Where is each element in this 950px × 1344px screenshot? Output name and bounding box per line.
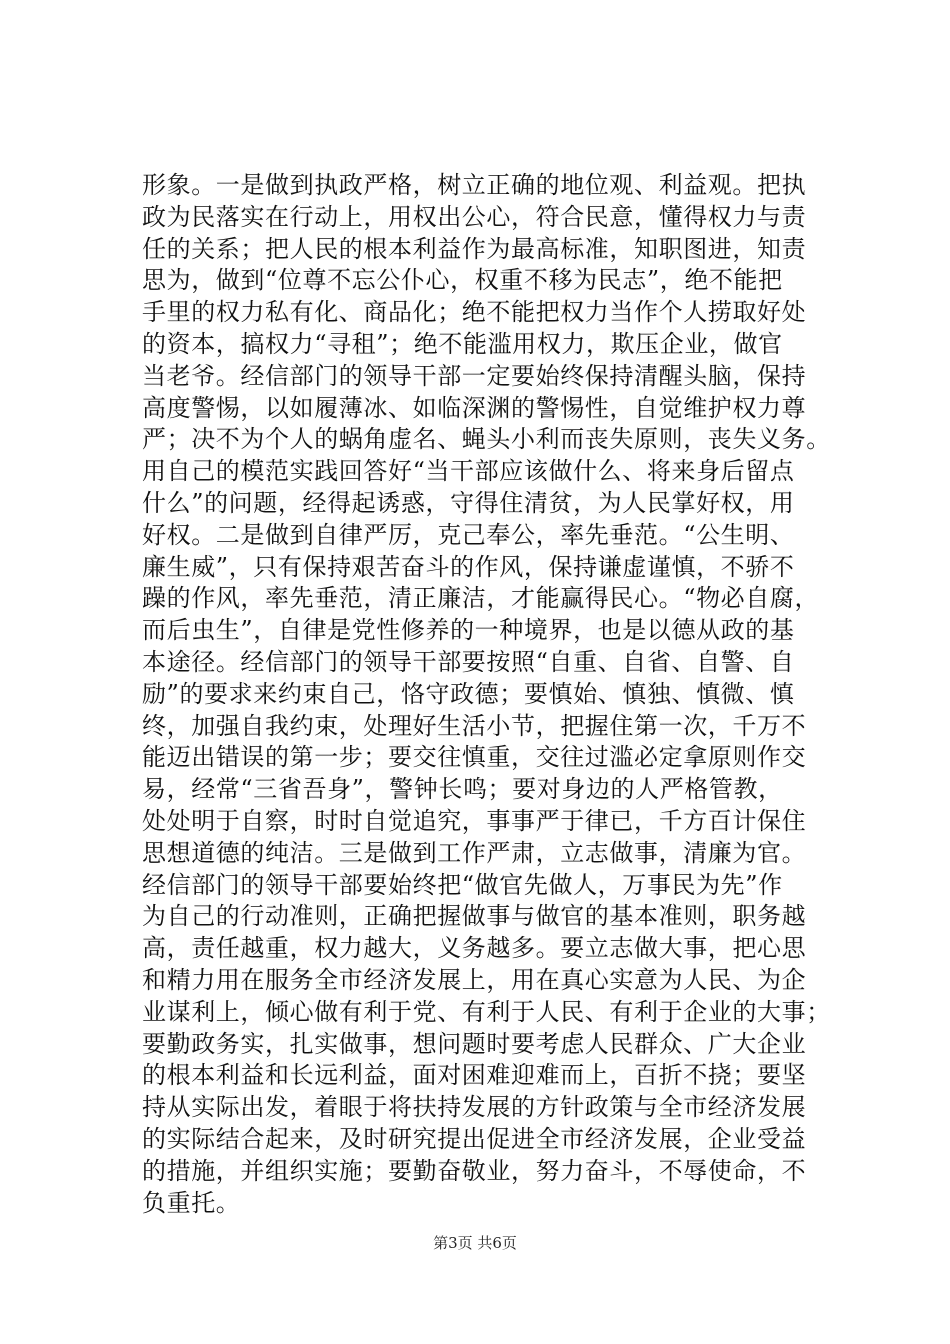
text-line: 的资本，搞权力“寻租”；绝不能滥用权力，欺压企业，做官	[142, 329, 783, 358]
text-line: 处处明于自察，时时自觉追究，事事严于律已，千方百计保住	[142, 806, 807, 835]
text-line: 政为民落实在行动上，用权出公心，符合民意，懂得权力与责	[142, 202, 807, 231]
text-line: 业谋利上，倾心做有利于党、有利于人民、有利于企业的大事；	[142, 997, 831, 1026]
text-line: 能迈出错误的第一步；要交往慎重，交往过滥必定拿原则作交	[142, 743, 807, 772]
text-line: 持从实际出发，着眼于将扶持发展的方针政策与全市经济发展	[142, 1093, 807, 1122]
text-line: 任的关系；把人民的根本利益作为最高标准，知职图进，知责	[142, 234, 807, 263]
text-line: 廉生威”，只有保持艰苦奋斗的作风，保持谦虚谨慎，不骄不	[142, 552, 795, 581]
text-line: 励”的要求来约束自己，恪守政德；要慎始、慎独、慎微、慎	[142, 679, 795, 708]
text-line: 高度警惕，以如履薄冰、如临深渊的警惕性，自觉维护权力尊	[142, 393, 807, 422]
text-line: 经信部门的领导干部要始终把“做官先做人，万事民为先”作	[142, 870, 783, 899]
text-line: 好权。二是做到自律严厉，克己奉公，率先垂范。“公生明、	[142, 520, 795, 549]
text-line: 思想道德的纯洁。三是做到工作严肃，立志做事，清廉为官。	[142, 838, 807, 867]
text-line: 的措施，并组织实施；要勤奋敬业，努力奋斗，不辱使命，不	[142, 1156, 807, 1185]
text-line: 当老爷。经信部门的领导干部一定要始终保持清醒头脑，保持	[142, 361, 807, 390]
text-line: 的根本利益和长远利益，面对困难迎难而上，百折不挠；要坚	[142, 1061, 807, 1090]
text-line: 为自己的行动准则，正确把握做事与做官的基本准则，职务越	[142, 902, 807, 931]
text-line: 躁的作风，率先垂范，清正廉洁，才能赢得民心。“物必自腐，	[142, 584, 820, 613]
text-line: 严；决不为个人的蜗角虚名、蝇头小利而丧失原则，丧失义务。	[142, 425, 831, 454]
text-line: 思为，做到“位尊不忘公仆心，权重不移为民志”，绝不能把	[142, 266, 783, 295]
text-line: 用自己的模范实践回答好“当干部应该做什么、将来身后留点	[142, 457, 795, 486]
body-paragraph	[142, 170, 862, 1219]
text-line: 手里的权力私有化、商品化；绝不能把权力当作个人捞取好处	[142, 298, 807, 327]
text-line: 和精力用在服务全市经济发展上，用在真心实意为人民、为企	[142, 965, 807, 994]
text-line: 形象。一是做到执政严格，树立正确的地位观、利益观。把执	[142, 171, 807, 199]
text-line: 的实际结合起来，及时研究提出促进全市经济发展，企业受益	[142, 1124, 807, 1153]
text-line: 易，经常“三省吾身”，警钟长鸣；要对身边的人严格管教，	[142, 775, 783, 804]
text-line: 而后虫生”，自律是党性修养的一种境界，也是以德从政的基	[142, 616, 795, 645]
text-line: 高，责任越重，权力越大，义务越多。要立志做大事，把心思	[142, 934, 807, 963]
text-line: 本途径。经信部门的领导干部要按照“自重、自省、自警、自	[142, 647, 795, 676]
text-line: 终，加强自我约束，处理好生活小节，把握住第一次，千万不	[142, 711, 807, 740]
page-number: 第3页 共6页	[433, 1234, 517, 1252]
text-line: 要勤政务实，扎实做事，想问题时要考虑人民群众、广大企业	[142, 1029, 807, 1058]
text-line: 负重托。	[142, 1188, 241, 1217]
text-line: 什么”的问题，经得起诱惑，守得住清贫，为人民掌好权，用	[142, 488, 795, 517]
